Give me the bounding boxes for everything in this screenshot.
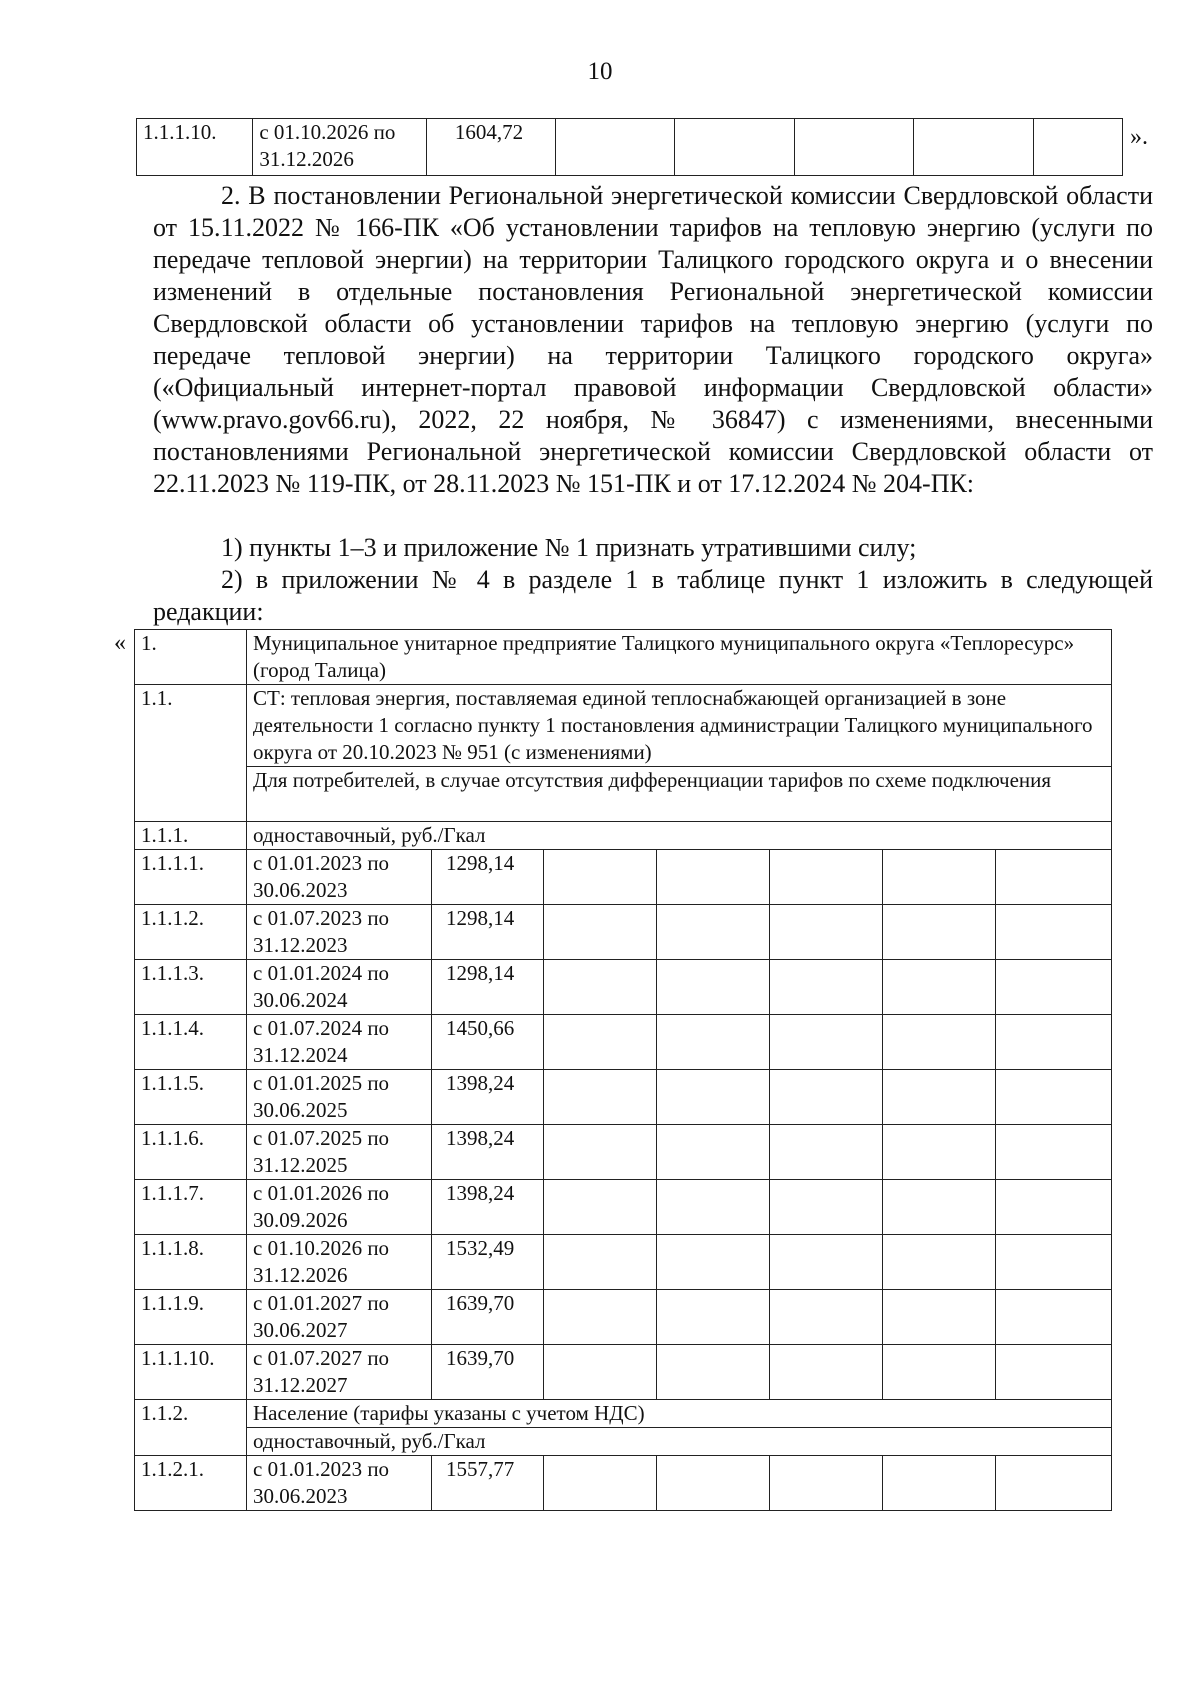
consumers-note: Для потребителей, в случае отсутствия дифференциации тарифов по схеме подключения (247, 767, 1112, 822)
row-number: 1.1.1.9. (135, 1290, 247, 1345)
empty-cell (657, 1345, 770, 1400)
continued-tariff-table (136, 118, 1123, 176)
row-value: 1298,14 (432, 905, 544, 960)
row-number: 1.1.1.7. (135, 1180, 247, 1235)
empty-cell (770, 1456, 883, 1511)
empty-cell (914, 119, 1033, 176)
row-value: 1398,24 (432, 1180, 544, 1235)
empty-cell (544, 1456, 657, 1511)
empty-cell (544, 850, 657, 905)
table-row (135, 1456, 1112, 1511)
empty-cell (883, 1070, 996, 1125)
table-row (135, 850, 1112, 905)
empty-cell (1033, 119, 1122, 176)
table-row (137, 119, 1123, 176)
row-number: 1.1.1.2. (135, 905, 247, 960)
table-row (135, 905, 1112, 960)
empty-cell (770, 850, 883, 905)
empty-cell (675, 119, 794, 176)
row-period: с 01.01.2025 по 30.06.2025 (247, 1070, 432, 1125)
table-row (135, 1345, 1112, 1400)
row-number: 1.1.1.10. (135, 1345, 247, 1400)
page-number: 10 (587, 58, 613, 85)
row-value: 1532,49 (432, 1235, 544, 1290)
empty-cell (555, 119, 674, 176)
row-value: 1450,66 (432, 1015, 544, 1070)
row-number: 1.1.1.8. (135, 1235, 247, 1290)
empty-cell (770, 1290, 883, 1345)
row-number: 1.1.1.5. (135, 1070, 247, 1125)
empty-cell (544, 1125, 657, 1180)
empty-cell (883, 960, 996, 1015)
empty-cell (883, 1290, 996, 1345)
item-1: 1) пункты 1–3 и приложение № 1 признать утратившими силу; (221, 533, 917, 562)
row-period: с 01.01.2023 по 30.06.2023 (247, 1456, 432, 1511)
row-period: с 01.01.2024 по 30.06.2024 (247, 960, 432, 1015)
row-period: с 01.10.2026 по 31.12.2026 (247, 1235, 432, 1290)
empty-cell (657, 1456, 770, 1511)
table-row (135, 685, 1112, 767)
table-row (135, 767, 1112, 822)
empty-cell (996, 1070, 1112, 1125)
empty-cell (544, 1235, 657, 1290)
empty-cell (544, 1345, 657, 1400)
closing-quote: ». (1130, 124, 1148, 150)
empty-cell (544, 1070, 657, 1125)
empty-cell (657, 1235, 770, 1290)
empty-cell (883, 850, 996, 905)
empty-cell (996, 1290, 1112, 1345)
row-number: 1.1.2.1. (135, 1456, 247, 1511)
row-value: 1639,70 (432, 1290, 544, 1345)
empty-cell (770, 1180, 883, 1235)
table-row (135, 1235, 1112, 1290)
row-period: с 01.07.2025 по 31.12.2025 (247, 1125, 432, 1180)
row-period: с 01.01.2027 по 30.06.2027 (247, 1290, 432, 1345)
empty-cell (996, 1456, 1112, 1511)
empty-cell (544, 905, 657, 960)
row-period: с 01.07.2024 по 31.12.2024 (247, 1015, 432, 1070)
empty-cell (657, 850, 770, 905)
row-period: с 01.07.2027 по 31.12.2027 (247, 1345, 432, 1400)
row-period: с 01.07.2023 по 31.12.2023 (247, 905, 432, 960)
empty-cell (996, 1235, 1112, 1290)
opening-quote: « (114, 630, 126, 656)
row-number: 1.1.2. (135, 1400, 247, 1456)
empty-cell (657, 905, 770, 960)
row-number: 1.1.1.3. (135, 960, 247, 1015)
row-number: 1.1.1.1. (135, 850, 247, 905)
empty-cell (996, 1125, 1112, 1180)
table-row (135, 630, 1112, 685)
row-number: 1. (135, 630, 247, 685)
empty-cell (883, 1235, 996, 1290)
table-row (135, 1428, 1112, 1456)
empty-cell (657, 1070, 770, 1125)
table-row (135, 1125, 1112, 1180)
empty-cell (770, 1070, 883, 1125)
row-value: 1557,77 (432, 1456, 544, 1511)
empty-cell (883, 1456, 996, 1511)
empty-cell (544, 960, 657, 1015)
empty-cell (770, 1015, 883, 1070)
row-number: 1.1. (135, 685, 247, 822)
table-row (135, 1180, 1112, 1235)
empty-cell (996, 1345, 1112, 1400)
population-title: Население (тарифы указаны с учетом НДС) (247, 1400, 1112, 1428)
empty-cell (544, 1015, 657, 1070)
row-value: 1604,72 (426, 119, 555, 176)
ct-description: СТ: тепловая энергия, поставляемая единой теплоснабжающей организацией в зоне деятельности 1 согласно пункту 1 постановления администрации Талицкого муниципального округа от 20.10.2023 № 951 (с изменениями) (247, 685, 1112, 767)
population-rate-type: одноставочный, руб./Гкал (247, 1428, 1112, 1456)
empty-cell (657, 1015, 770, 1070)
empty-cell (770, 960, 883, 1015)
tariff-table (134, 629, 1112, 1511)
row-number: 1.1.1.6. (135, 1125, 247, 1180)
rate-type: одноставочный, руб./Гкал (247, 822, 1112, 850)
empty-cell (883, 905, 996, 960)
table-row (135, 822, 1112, 850)
item-2: 2) в приложении № 4 в разделе 1 в таблице пункт 1 изложить в следующей редакции: (153, 565, 1153, 626)
empty-cell (657, 1125, 770, 1180)
table-row (135, 960, 1112, 1015)
row-period: с 01.10.2026 по 31.12.2026 (253, 119, 427, 176)
empty-cell (883, 1125, 996, 1180)
empty-cell (996, 905, 1112, 960)
row-value: 1639,70 (432, 1345, 544, 1400)
paragraph-2: 2. В постановлении Региональной энергетической комиссии Свердловской области от 15.11.2022 № 166-ПК «Об установлении тарифов на тепловую энергию (услуги по передаче тепловой энергии) на территории Талицкого городского округа и о внесении изменений в отдельные постановления Региональной энергетической комиссии Свердловской области об установлении тарифов на тепловую энергию (услуги по передаче тепловой энергии) на территории Талицкого городского округа» («Официальный интернет-портал правовой информации Свердловской области» (www.pravo.gov66.ru), 2022, 22 ноября, № 36847) с изменениями, внесенными постановлениями Региональной энергетической комиссии Свердловской области от 22.11.2023 № 119-ПК, от 28.11.2023 № 151-ПК и от 17.12.2024 № 204-ПК: (153, 181, 1153, 498)
empty-cell (770, 1345, 883, 1400)
table-row (135, 1400, 1112, 1428)
row-value: 1398,24 (432, 1070, 544, 1125)
row-value: 1298,14 (432, 960, 544, 1015)
table-row (135, 1070, 1112, 1125)
empty-cell (996, 960, 1112, 1015)
row-number: 1.1.1. (135, 822, 247, 850)
empty-cell (544, 1290, 657, 1345)
row-value: 1298,14 (432, 850, 544, 905)
organization-name: Муниципальное унитарное предприятие Талицкого муниципального округа «Теплоресурс» (город Талица) (247, 630, 1112, 685)
empty-cell (794, 119, 913, 176)
empty-cell (770, 905, 883, 960)
row-period: с 01.01.2023 по 30.06.2023 (247, 850, 432, 905)
empty-cell (883, 1180, 996, 1235)
empty-cell (770, 1125, 883, 1180)
empty-cell (883, 1345, 996, 1400)
empty-cell (996, 850, 1112, 905)
empty-cell (996, 1015, 1112, 1070)
empty-cell (770, 1235, 883, 1290)
empty-cell (657, 1290, 770, 1345)
empty-cell (544, 1180, 657, 1235)
empty-cell (996, 1180, 1112, 1235)
empty-cell (657, 960, 770, 1015)
table-row (135, 1015, 1112, 1070)
table-row (135, 1290, 1112, 1345)
row-number: 1.1.1.4. (135, 1015, 247, 1070)
empty-cell (883, 1015, 996, 1070)
empty-cell (657, 1180, 770, 1235)
row-period: с 01.01.2026 по 30.09.2026 (247, 1180, 432, 1235)
row-value: 1398,24 (432, 1125, 544, 1180)
row-number: 1.1.1.10. (137, 119, 253, 176)
